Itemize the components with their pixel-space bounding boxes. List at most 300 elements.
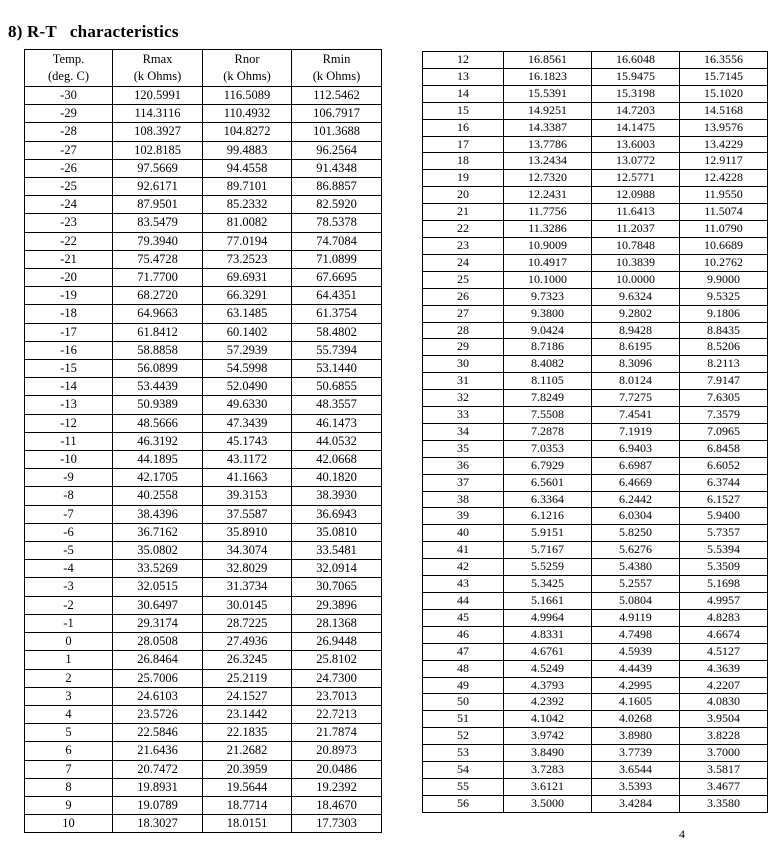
table-row: [423, 778, 768, 795]
table-cell: 22: [423, 221, 504, 238]
table-cell: 16.3556: [680, 52, 768, 69]
table-row: [25, 687, 382, 705]
table-cell: 12: [423, 52, 504, 69]
table-cell: 7: [25, 760, 113, 778]
table-cell: -13: [25, 396, 113, 414]
table-cell: 99.4883: [203, 141, 292, 159]
table-cell: 3.7283: [504, 762, 592, 779]
table-cell: 23: [423, 237, 504, 254]
table-cell: 64.9663: [113, 305, 203, 323]
table-cell: 30.6497: [113, 596, 203, 614]
table-row: [423, 491, 768, 508]
table-cell: 61.8412: [113, 323, 203, 341]
table-cell: 8.8435: [680, 322, 768, 339]
rt-table-right: [422, 51, 768, 813]
table-cell: 4.0268: [592, 711, 680, 728]
table-cell: 71.0899: [292, 250, 382, 268]
table-cell: 33.5481: [292, 542, 382, 560]
table-row: [423, 677, 768, 694]
table-row: [25, 578, 382, 596]
table-row: [25, 396, 382, 414]
col-header-rmin-line1: Rmin: [322, 51, 351, 66]
table-cell: 52.0490: [203, 378, 292, 396]
table-cell: 5.1698: [680, 576, 768, 593]
table-cell: 15.5391: [504, 85, 592, 102]
table-cell: 104.8272: [203, 123, 292, 141]
table-cell: -16: [25, 341, 113, 359]
table-cell: 3.5000: [504, 795, 592, 812]
table-cell: 7.7275: [592, 390, 680, 407]
table-row: [25, 123, 382, 141]
table-cell: 20: [423, 187, 504, 204]
table-row: [423, 170, 768, 187]
table-cell: 32.8029: [203, 560, 292, 578]
table-cell: 58.4802: [292, 323, 382, 341]
table-cell: 3.4284: [592, 795, 680, 812]
table-cell: 5.7167: [504, 542, 592, 559]
table-cell: 6.9403: [592, 440, 680, 457]
table-cell: 19: [423, 170, 504, 187]
table-cell: 31: [423, 373, 504, 390]
table-row: [25, 651, 382, 669]
table-cell: 28.7225: [203, 614, 292, 632]
table-cell: 4.1042: [504, 711, 592, 728]
table-cell: 25.8102: [292, 651, 382, 669]
header-row: [25, 50, 382, 87]
table-cell: 8.0124: [592, 373, 680, 390]
table-cell: 38.3930: [292, 487, 382, 505]
table-cell: 26: [423, 288, 504, 305]
table-cell: 6.6052: [680, 457, 768, 474]
table-cell: 40.2558: [113, 487, 203, 505]
table-cell: 3.5817: [680, 762, 768, 779]
table-cell: -22: [25, 232, 113, 250]
table-cell: 19.0789: [113, 796, 203, 814]
table-row: [423, 373, 768, 390]
table-cell: 23.5726: [113, 705, 203, 723]
table-cell: 30: [423, 356, 504, 373]
table-row: [25, 523, 382, 541]
table-cell: 53.4439: [113, 378, 203, 396]
table-cell: 9.5325: [680, 288, 768, 305]
table-cell: 27.4936: [203, 633, 292, 651]
table-cell: 15.7145: [680, 68, 768, 85]
table-row: [423, 322, 768, 339]
col-header-rmax-line2: (k Ohms): [133, 69, 182, 83]
table-cell: 35: [423, 440, 504, 457]
table-cell: 4.6674: [680, 626, 768, 643]
table-cell: 6.8458: [680, 440, 768, 457]
table-cell: 86.8857: [292, 178, 382, 196]
table-cell: 38.4396: [113, 505, 203, 523]
table-cell: 96.2564: [292, 141, 382, 159]
table-row: [423, 474, 768, 491]
table-cell: 32.0515: [113, 578, 203, 596]
table-cell: 4.5939: [592, 643, 680, 660]
table-cell: 21.2682: [203, 742, 292, 760]
table-cell: 7.4541: [592, 407, 680, 424]
table-cell: 7.8249: [504, 390, 592, 407]
table-cell: -28: [25, 123, 113, 141]
col-header-rnor: [203, 50, 292, 87]
table-row: [423, 508, 768, 525]
table-cell: 26.8464: [113, 651, 203, 669]
table-cell: 5.9151: [504, 525, 592, 542]
table-row: [25, 705, 382, 723]
table-cell: 3: [25, 687, 113, 705]
table-cell: 6.1527: [680, 491, 768, 508]
table-cell: 21.7874: [292, 724, 382, 742]
table-row: [423, 390, 768, 407]
table-cell: -1: [25, 614, 113, 632]
table-cell: 55: [423, 778, 504, 795]
table-cell: 12.4228: [680, 170, 768, 187]
table-row: [423, 423, 768, 440]
col-header-rmin: [292, 50, 382, 87]
table-cell: 18.4670: [292, 796, 382, 814]
table-cell: 44.1895: [113, 451, 203, 469]
table-row: [423, 68, 768, 85]
table-cell: 10.7848: [592, 237, 680, 254]
table-row: [423, 576, 768, 593]
table-cell: 77.0194: [203, 232, 292, 250]
table-row: [25, 815, 382, 833]
table-row: [25, 159, 382, 177]
table-cell: 16.8561: [504, 52, 592, 69]
table-cell: 108.3927: [113, 123, 203, 141]
table-cell: 7.9147: [680, 373, 768, 390]
table-cell: 6.0304: [592, 508, 680, 525]
table-cell: 18.0151: [203, 815, 292, 833]
table-cell: 83.5479: [113, 214, 203, 232]
table-cell: 89.7101: [203, 178, 292, 196]
table-cell: 40.1820: [292, 469, 382, 487]
col-header-temp: [25, 50, 113, 87]
table-cell: -19: [25, 287, 113, 305]
table-row: [25, 250, 382, 268]
table-cell: 20.3959: [203, 760, 292, 778]
table-cell: 5.5259: [504, 559, 592, 576]
col-header-rmax: [113, 50, 203, 87]
table-cell: 16.6048: [592, 52, 680, 69]
table-cell: 44: [423, 593, 504, 610]
table-cell: 57.2939: [203, 341, 292, 359]
col-header-rnor-line1: Rnor: [234, 51, 260, 66]
table-row: [423, 457, 768, 474]
table-cell: 9.7323: [504, 288, 592, 305]
table-cell: 42.1705: [113, 469, 203, 487]
table-cell: 2: [25, 669, 113, 687]
table-cell: -4: [25, 560, 113, 578]
table-row: [25, 196, 382, 214]
table-cell: 74.7084: [292, 232, 382, 250]
table-row: [25, 178, 382, 196]
table-cell: 68.2720: [113, 287, 203, 305]
table-cell: 3.7000: [680, 745, 768, 762]
table-cell: 17.7303: [292, 815, 382, 833]
table-cell: -20: [25, 269, 113, 287]
table-cell: 44.0532: [292, 432, 382, 450]
table-cell: 18: [423, 153, 504, 170]
table-cell: 3.5393: [592, 778, 680, 795]
table-cell: 10.9009: [504, 237, 592, 254]
table-cell: 34: [423, 423, 504, 440]
table-cell: 22.7213: [292, 705, 382, 723]
table-cell: 13.7786: [504, 136, 592, 153]
table-cell: 3.9504: [680, 711, 768, 728]
table-row: [25, 760, 382, 778]
table-cell: 8.4082: [504, 356, 592, 373]
table-cell: 33.5269: [113, 560, 203, 578]
table-cell: 112.5462: [292, 87, 382, 105]
table-cell: -5: [25, 542, 113, 560]
table-cell: 41: [423, 542, 504, 559]
table-row: [423, 254, 768, 271]
table-cell: 14.1475: [592, 119, 680, 136]
table-cell: 10.0000: [592, 271, 680, 288]
table-cell: -15: [25, 360, 113, 378]
table-cell: -9: [25, 469, 113, 487]
table-cell: 51: [423, 711, 504, 728]
table-row: [25, 778, 382, 796]
col-header-rmax-line1: Rmax: [142, 51, 173, 66]
col-header-rnor-line2: (k Ohms): [223, 69, 271, 83]
table-cell: 13.4229: [680, 136, 768, 153]
table-cell: 106.7917: [292, 105, 382, 123]
table-row: [25, 87, 382, 105]
table-cell: 42: [423, 559, 504, 576]
table-cell: 26.3245: [203, 651, 292, 669]
table-row: [25, 596, 382, 614]
table-cell: -23: [25, 214, 113, 232]
table-cell: 7.0965: [680, 423, 768, 440]
table-cell: 35.8910: [203, 523, 292, 541]
table-cell: 25.2119: [203, 669, 292, 687]
table-cell: -12: [25, 414, 113, 432]
table-row: [423, 694, 768, 711]
table-row: [423, 728, 768, 745]
table-cell: 29.3896: [292, 596, 382, 614]
page-title: 8) R-T characteristics: [8, 22, 179, 41]
table-cell: 12.5771: [592, 170, 680, 187]
table-cell: -6: [25, 523, 113, 541]
table-row: [25, 105, 382, 123]
table-row: [423, 271, 768, 288]
table-cell: 4.8283: [680, 609, 768, 626]
table-row: [25, 360, 382, 378]
table-cell: 50.6855: [292, 378, 382, 396]
table-cell: 5.8250: [592, 525, 680, 542]
table-cell: 43.1172: [203, 451, 292, 469]
table-cell: 81.0082: [203, 214, 292, 232]
table-cell: 63.1485: [203, 305, 292, 323]
table-row: [423, 660, 768, 677]
table-cell: 11.5074: [680, 204, 768, 221]
table-cell: 64.4351: [292, 287, 382, 305]
table-cell: 19.2392: [292, 778, 382, 796]
table-cell: 50: [423, 694, 504, 711]
table-row: [25, 214, 382, 232]
table-cell: 82.5920: [292, 196, 382, 214]
table-cell: 3.4677: [680, 778, 768, 795]
table-row: [25, 305, 382, 323]
table-cell: 102.8185: [113, 141, 203, 159]
table-cell: 11.2037: [592, 221, 680, 238]
table-row: [25, 742, 382, 760]
table-cell: 16: [423, 119, 504, 136]
table-cell: 13: [423, 68, 504, 85]
table-cell: 13.2434: [504, 153, 592, 170]
table-cell: 110.4932: [203, 105, 292, 123]
table-row: [423, 52, 768, 69]
table-cell: 15.3198: [592, 85, 680, 102]
table-cell: 35.0810: [292, 523, 382, 541]
table-cell: 36: [423, 457, 504, 474]
table-cell: 28.0508: [113, 633, 203, 651]
table-cell: 4.4439: [592, 660, 680, 677]
table-cell: 7.3579: [680, 407, 768, 424]
table-cell: 24.7300: [292, 669, 382, 687]
table-row: [423, 711, 768, 728]
table-row: [25, 141, 382, 159]
table-cell: 14.7203: [592, 102, 680, 119]
table-cell: 5.3425: [504, 576, 592, 593]
table-row: [423, 559, 768, 576]
table-cell: 30.0145: [203, 596, 292, 614]
table-cell: 4.9119: [592, 609, 680, 626]
table-cell: 10.2762: [680, 254, 768, 271]
table-cell: 6.1216: [504, 508, 592, 525]
table-cell: 26.9448: [292, 633, 382, 651]
table-cell: 4.2207: [680, 677, 768, 694]
table-cell: 43: [423, 576, 504, 593]
table-cell: 61.3754: [292, 305, 382, 323]
table-row: [423, 356, 768, 373]
table-row: [25, 614, 382, 632]
table-cell: 18.3027: [113, 815, 203, 833]
table-cell: 5: [25, 724, 113, 742]
table-row: [423, 339, 768, 356]
table-cell: 6.7929: [504, 457, 592, 474]
table-cell: 60.1402: [203, 323, 292, 341]
table-cell: 10.3839: [592, 254, 680, 271]
table-cell: 14.9251: [504, 102, 592, 119]
table-cell: -25: [25, 178, 113, 196]
table-cell: 8.6195: [592, 339, 680, 356]
table-row: [25, 669, 382, 687]
table-row: [423, 745, 768, 762]
table-cell: 6.3744: [680, 474, 768, 491]
table-cell: 4.9964: [504, 609, 592, 626]
col-header-temp-line2: (deg. C): [48, 69, 89, 83]
table-cell: 55.7394: [292, 341, 382, 359]
table-row: [25, 232, 382, 250]
table-cell: 3.8980: [592, 728, 680, 745]
table-cell: 14.5168: [680, 102, 768, 119]
table-cell: 48.3557: [292, 396, 382, 414]
table-cell: 58.8858: [113, 341, 203, 359]
table-cell: 32.0914: [292, 560, 382, 578]
table-cell: 28: [423, 322, 504, 339]
table-cell: 48.5666: [113, 414, 203, 432]
table-row: [423, 85, 768, 102]
table-cell: 45.1743: [203, 432, 292, 450]
table-cell: 92.6171: [113, 178, 203, 196]
table-cell: 12.9117: [680, 153, 768, 170]
table-cell: 46: [423, 626, 504, 643]
table-cell: 3.6121: [504, 778, 592, 795]
table-cell: 5.9400: [680, 508, 768, 525]
table-cell: 120.5991: [113, 87, 203, 105]
table-cell: 12.7320: [504, 170, 592, 187]
table-row: [423, 136, 768, 153]
table-row: [25, 269, 382, 287]
table-cell: 17: [423, 136, 504, 153]
table-cell: 66.3291: [203, 287, 292, 305]
table-cell: 3.7739: [592, 745, 680, 762]
table-cell: 5.7357: [680, 525, 768, 542]
table-cell: 9.9000: [680, 271, 768, 288]
table-cell: 8.2113: [680, 356, 768, 373]
table-cell: 8: [25, 778, 113, 796]
table-cell: 54: [423, 762, 504, 779]
table-cell: 56.0899: [113, 360, 203, 378]
table-cell: 21.6436: [113, 742, 203, 760]
table-cell: 6.2442: [592, 491, 680, 508]
table-cell: 24: [423, 254, 504, 271]
table-cell: 3.9742: [504, 728, 592, 745]
table-cell: -10: [25, 451, 113, 469]
table-cell: 21: [423, 204, 504, 221]
table-cell: 53.1440: [292, 360, 382, 378]
table-cell: 5.6276: [592, 542, 680, 559]
table-cell: 41.1663: [203, 469, 292, 487]
table-cell: 9.1806: [680, 305, 768, 322]
table-row: [423, 643, 768, 660]
table-cell: 49.6330: [203, 396, 292, 414]
table-row: [423, 626, 768, 643]
table-cell: 10.4917: [504, 254, 592, 271]
table-cell: 4.6761: [504, 643, 592, 660]
table-cell: 4: [25, 705, 113, 723]
table-cell: 24.6103: [113, 687, 203, 705]
table-row: [423, 187, 768, 204]
table-cell: 6.6987: [592, 457, 680, 474]
table-row: [423, 407, 768, 424]
table-cell: 13.9576: [680, 119, 768, 136]
table-cell: 36.7162: [113, 523, 203, 541]
table-row: [423, 593, 768, 610]
table-cell: 13.0772: [592, 153, 680, 170]
table-cell: 11.6413: [592, 204, 680, 221]
table-cell: 9.0424: [504, 322, 592, 339]
table-cell: 9: [25, 796, 113, 814]
table-cell: 33: [423, 407, 504, 424]
table-cell: 25: [423, 271, 504, 288]
table-cell: 50.9389: [113, 396, 203, 414]
table-row: [423, 305, 768, 322]
table-row: [423, 221, 768, 238]
table-cell: 4.0830: [680, 694, 768, 711]
rt-table-left: [24, 49, 382, 833]
table-cell: 48: [423, 660, 504, 677]
table-cell: 87.9501: [113, 196, 203, 214]
table-cell: 6: [25, 742, 113, 760]
col-header-temp-line1: Temp.: [52, 51, 85, 66]
table-cell: 46.1473: [292, 414, 382, 432]
table-cell: 5.4380: [592, 559, 680, 576]
table-cell: -7: [25, 505, 113, 523]
